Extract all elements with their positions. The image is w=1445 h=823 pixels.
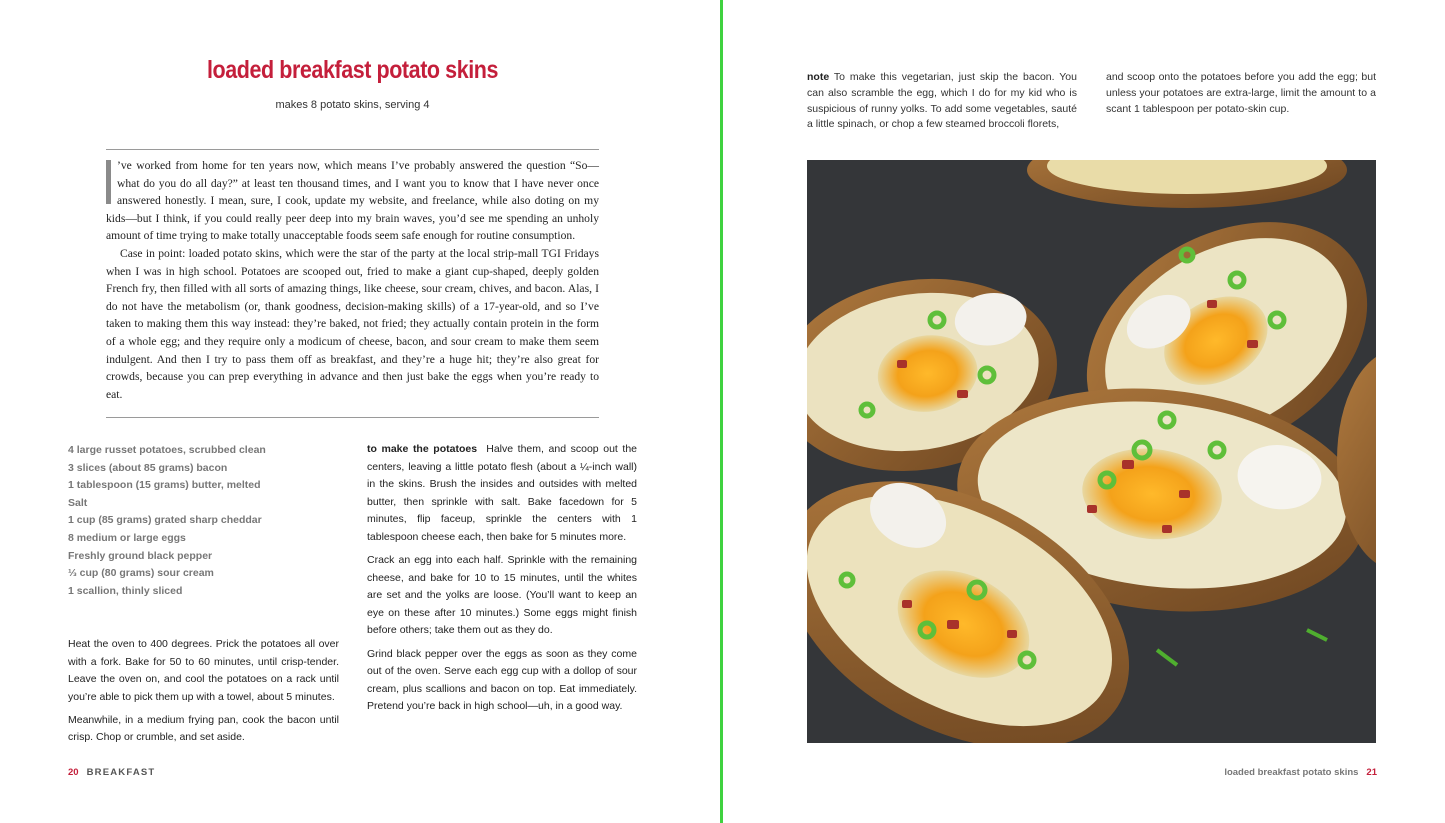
ingredient-item: ⅓ cup (80 grams) sour cream [68, 567, 214, 580]
folio-right [1224, 767, 1377, 778]
recipe-yield: makes 8 potato skins, serving 4 [275, 99, 430, 111]
ingredient-item: 1 tablespoon (15 grams) butter, melted [68, 479, 261, 492]
note-column-1 [807, 70, 1077, 133]
ingredient-list [68, 442, 343, 600]
section-name: BREAKFAST [86, 767, 156, 778]
right-page [723, 0, 1445, 823]
page-number-left: 20 [68, 767, 79, 778]
method-step-2: Meanwhile, in a medium frying pan, cook the bacon until crisp. Chop or crumble, and set aside. [68, 713, 339, 744]
method-step-1: Heat the oven to 400 degrees. Prick the potatoes all over with a fork. Bake for 50 to 60 minutes, until crisp-tender. Leave the oven on, and cool the potatoes on a rack until you’re able to pick them up with a towel, about 5 minutes. [68, 638, 339, 703]
ingredient-item: 4 large russet potatoes, scrubbed clean [68, 444, 266, 456]
method-step-3-text: Halve them, and scoop out the centers, leaving a little potato flesh (about a ¼-inch wall) in the skins. Brush the insides and outsides with melted butter, then sprinkle with salt. Bake facedown for 5 minutes, flip faceup, sprinkle the centers with 1 tablespoon cheese each, then bake for 5 minutes more. [367, 443, 638, 543]
note-column-2: and scoop onto the potatoes before you add the egg; but unless your potatoes are extra-large, limit the amount to a scant 1 tablespoon per potato-skin cup. [1106, 71, 1376, 115]
method-column-left [68, 636, 339, 753]
ingredient-item: Salt [68, 496, 88, 509]
intro-top-rule [106, 149, 599, 150]
ingredient-item: 3 slices (about 85 grams) bacon [68, 461, 228, 474]
photo-image-icon [807, 160, 1376, 743]
intro-paragraph-2: Case in point: loaded potato skins, which were the star of the party at the local strip-mall TGI Fridays when I was in high school. Potatoes are scooped out, fried to make a giant cup-shaped, deeply golden French fry, then filled with all sorts of amazing things, like cheese, sour cream, chives, and bacon. Alas, I do not have the metabolism (or, thank goodness, decision-making skills) of a 17-year-old, and so I’ve taken to making them this way instead: they’re baked, not fried; they actually contain protein in the form of a whole egg; and they require only a modicum of cheese, bacon, and sour cream to make them seem indulgent. And then I try to pass them off as breakfast, and they’re a huge hit; they’re also great for crowds, because you can prep everything in advance and then just bake the eggs when you’re ready to eat. [106, 246, 599, 401]
method-step-4: Crack an egg into each half. Sprinkle with the remaining cheese, and bake for 10 to 15 minutes, until the whites are set and the yolks are loose. (You’ll want to keep an eye on these after 10 minutes.) Some eggs might finish before others; take them out as they do. [367, 554, 637, 637]
note-label: note [807, 71, 830, 83]
intro-bottom-rule [106, 417, 599, 418]
method-column-right [367, 441, 637, 721]
ingredient-item: 8 medium or large eggs [68, 531, 186, 544]
method-step-3 [367, 441, 637, 547]
drop-cap-i-icon [106, 160, 111, 204]
step-lead-in: to make the potatoes [367, 443, 478, 455]
note-text-1: To make this vegetarian, just skip the bacon. You can also scramble the egg, which I do for my kid who is suspicious of runny yolks. To add some vegetables, sauté a little spinach, or chop a few steamed broccoli florets, [807, 71, 1077, 131]
ingredient-item: 1 scallion, thinly sliced [68, 584, 183, 597]
ingredient-item: 1 cup (85 grams) grated sharp cheddar [68, 514, 262, 527]
left-page [0, 0, 721, 823]
method-step-5: Grind black pepper over the eggs as soon as they come out of the oven. Serve each egg cup with a dollop of sour cream, plus scallions and bacon on top. Eat immediately. Pretend you’re back in high school—uh, in a good way. [367, 647, 637, 713]
potato-skins-photo [807, 160, 1376, 743]
ingredient-item: Freshly ground black pepper [68, 549, 213, 562]
intro-text [106, 157, 599, 403]
folio-left [68, 767, 155, 778]
intro-paragraph-1 [106, 157, 599, 245]
page-number-right: 21 [1366, 767, 1377, 778]
recipe-title: loaded breakfast potato skins [206, 56, 499, 84]
running-title: loaded breakfast potato skins [1224, 767, 1359, 778]
intro-paragraph-1-text: ’ve worked from home for ten years now, which means I’ve probably answered the question “So—what do you do all day?” at least ten thousand times, and I want you to know that I have never once answered honestly. I mean, sure, I cook, update my website, and freelance, while also doting on my kids—but I think, if you could really peer deep into my brain waves, you’d see me spending an unholy amount of time trying to make totally unacceptable foods seem safe enough for routine consumption. [106, 159, 599, 243]
